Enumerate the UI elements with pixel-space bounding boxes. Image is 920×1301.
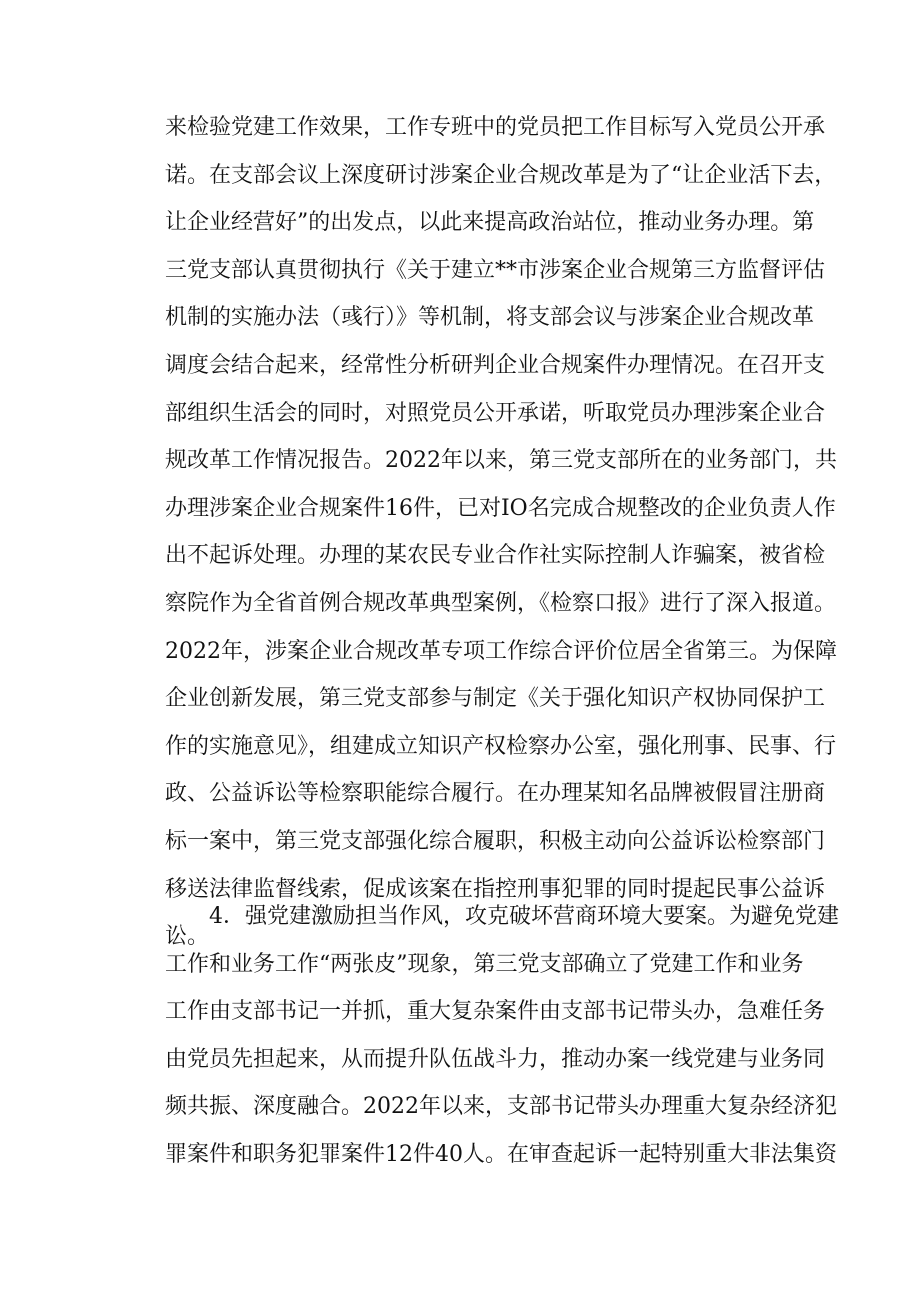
paragraph-1-line: 诺。在支部会议上深度研讨涉案企业合规改革是为了“让企业活下去，	[165, 162, 837, 188]
paragraph-2-line: 由党员先担起来，从而提升队伍战斗力，推动办案一线党建与业务同	[165, 1046, 826, 1072]
paragraph-2	[165, 893, 839, 1179]
paragraph-1-line: 部组织生活会的同时，对照党员公开承诺，听取党员办理涉案企业合	[165, 400, 826, 426]
paragraph-1-line: 让企业经营好”的出发点，以此来提高政治站位，推动业务办理。第	[165, 210, 815, 236]
paragraph-1-line: 办理涉案企业合规案件16件，已对IO名完成合规整改的企业负责人作	[165, 495, 836, 521]
paragraph-2-line: 频共振、深度融合。2022年以来，支部书记带头办理重大复杂经济犯	[165, 1094, 837, 1120]
paragraph-1-line: 政、公益诉讼等检察职能综合履行。在办理某知名品牌被假冒注册商	[165, 781, 826, 807]
paragraph-1-line: 作的实施意见》，组建成立知识产权检察办公室，强化刑事、民事、行	[165, 733, 837, 759]
paragraph-1-line: 察院作为全省首例合规改革典型案例，《检察口报》进行了深入报道。	[165, 590, 837, 616]
paragraph-1-line: 三党支部认真贯彻执行《关于建立**市涉案企业合规第三方监督评估	[165, 257, 826, 283]
paragraph-2-line: 工作由支部书记一并抓，重大复杂案件由支部书记带头办，急难任务	[165, 999, 826, 1025]
paragraph-1-line: 讼。	[165, 924, 210, 950]
paragraph-1-line: 出不起诉处理。办理的某农民专业合作社实际控制人诈骗案，被省检	[165, 543, 826, 569]
paragraph-1-line: 规改革工作情况报告。2022年以来，第三党支部所在的业务部门，共	[165, 448, 837, 474]
paragraph-1-line: 机制的实施办法（彧行）》等机制，将支部会议与涉案企业合规改革	[165, 305, 815, 331]
paragraph-2-line: 罪案件和职务犯罪案件12件40人。在审查起诉一起特别重大非法集资	[165, 1141, 837, 1167]
paragraph-1-line: 标一案中，第三党支部强化综合履职，积极主动向公益诉讼检察部门	[165, 828, 826, 854]
paragraph-1-line: 2022年，涉案企业合规改革专项工作综合评价位居全省第三。为保障	[165, 638, 837, 664]
paragraph-2-line: 工作和业务工作“两张皮”现象，第三党支部确立了党建工作和业务	[165, 951, 804, 977]
paragraph-2-line: 4．强党建激励担当作风，攻克破坏营商环境大要案。为避免党建	[209, 904, 839, 929]
paragraph-1-line: 调度会结合起来，经常性分析研判企业合规案件办理情况。在召开支	[165, 352, 826, 378]
paragraph-1-line: 移送法律监督线索，促成该案在指控刑事犯罪的同时提起民事公益诉	[165, 876, 826, 902]
paragraph-1	[165, 104, 839, 961]
paragraph-1-line: 企业创新发展，第三党支部参与制定《关于强化知识产权协同保护工	[165, 686, 826, 712]
paragraph-1-line: 来检验党建工作效果，工作专班中的党员把工作目标写入党员公开承	[165, 115, 826, 140]
